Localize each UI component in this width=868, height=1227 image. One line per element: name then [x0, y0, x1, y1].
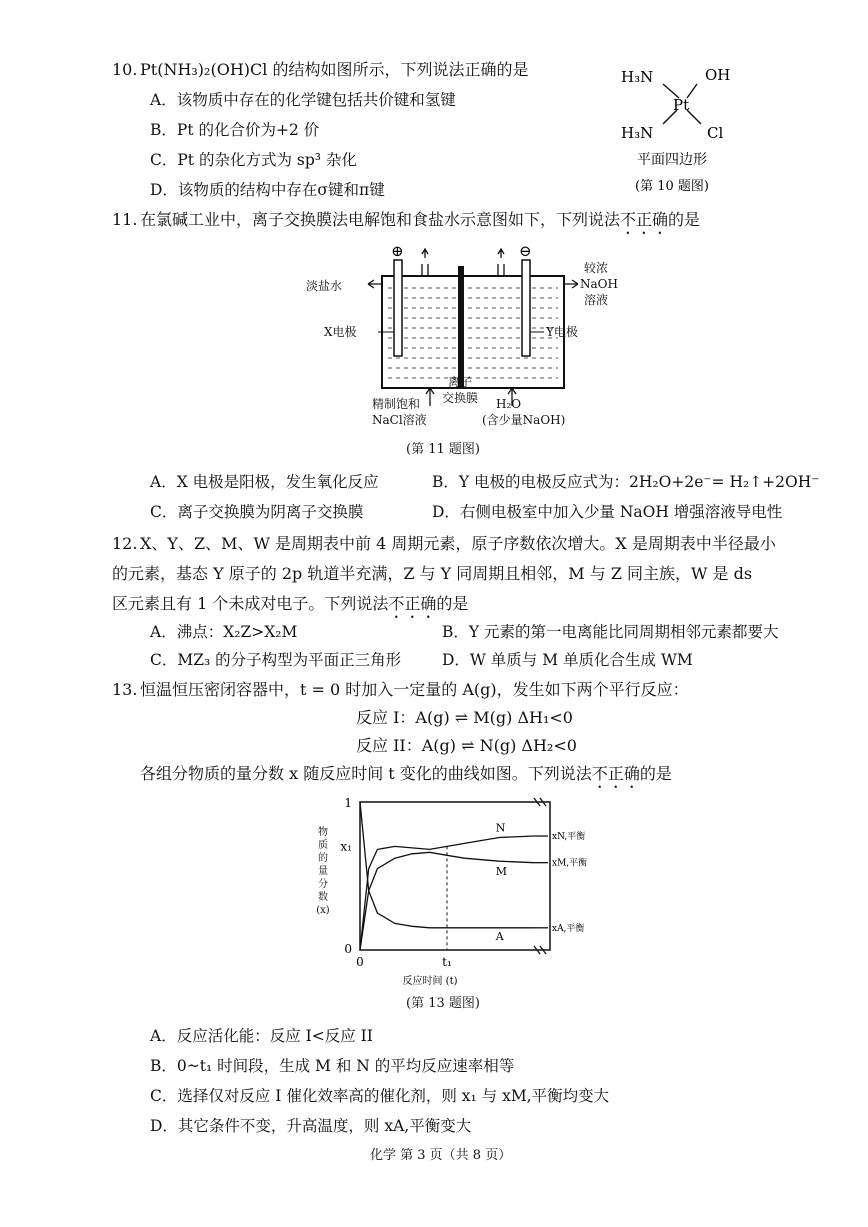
- q13-stem2-before: 各组分物质的量分数 x 随反应时间 t 变化的曲线如图。下列说法: [140, 764, 592, 783]
- q12-stem-line1: X、Y、Z、M、W 是周期表中前 4 周期元素，原子序数依次增大。X 是周期表中半径最小: [140, 534, 776, 553]
- q12-option-d: D．W 单质与 M 单质化合生成 WM: [442, 651, 693, 669]
- left-outlet-arrow: [368, 280, 382, 288]
- right-outlet-arrow: [564, 280, 578, 288]
- y-tick-0: 0: [344, 942, 352, 956]
- positive-terminal-icon: ⊕: [391, 242, 404, 260]
- label-dilute-brine: 淡盐水: [306, 279, 343, 293]
- label-x-electrode: X电极: [324, 325, 357, 339]
- left-gas-outlet: [422, 249, 428, 276]
- q11-number: 11.: [112, 210, 138, 229]
- label-nacl-2: NaCl溶液: [372, 413, 427, 427]
- q13-chart: [310, 792, 630, 992]
- end-label-xm: xM,平衡: [552, 858, 588, 869]
- q12-stem-line3-before: 区元素且有 1 个未成对电子。下列说法: [112, 594, 389, 613]
- q12-option-c: C．MZ₃ 的分子构型为平面正三角形: [150, 651, 402, 669]
- q13-stem: 恒温恒压密闭容器中，t = 0 时加入一定量的 A(g)，发生如下两个平行反应：: [140, 680, 689, 699]
- series-label-a: A: [495, 929, 504, 943]
- label-membrane-2: 交换膜: [442, 391, 479, 405]
- q11-stem-emphasis: 不正确: [620, 210, 669, 229]
- q10-option-b: B．Pt 的化合价为+2 价: [150, 121, 320, 139]
- label-pt: Pt: [673, 96, 690, 114]
- q11-caption: (第 11 题图): [406, 442, 480, 457]
- left-inlet-arrow: [426, 388, 434, 406]
- label-conc-naoh-1: 较浓: [584, 261, 609, 275]
- q12-number: 12.: [112, 534, 138, 553]
- label-y-electrode: Y电极: [546, 325, 578, 339]
- q13-option-c: C．选择仅对反应 I 催化效率高的催化剂，则 x₁ 与 xM,平衡均变大: [150, 1087, 610, 1105]
- q13-reaction-1: 反应 I：A(g) ⇌ M(g) ΔH₁<0: [356, 708, 573, 727]
- q13-stem2-emphasis: 不正确: [591, 764, 640, 783]
- electrolyte-liquid: [388, 288, 558, 378]
- q12-stem-line3: [112, 594, 468, 622]
- y-tick-x1: x₁: [340, 839, 352, 854]
- label-nacl-1: 精制饱和: [372, 397, 421, 411]
- q10-option-a: A．该物质中存在的化学键包括共价键和氢键: [150, 91, 456, 109]
- q11-stem-before: 在氯碱工业中，离子交换膜法电解饱和食盐水示意图如下，下列说法: [140, 210, 621, 229]
- page-footer: 化学 第 3 页（共 8 页）: [370, 1148, 512, 1163]
- q10-structure-figure: [615, 58, 755, 198]
- series-label-m: M: [495, 865, 507, 879]
- q10-stem: Pt(NH₃)₂(OH)Cl 的结构如图所示，下列说法正确的是: [140, 60, 529, 79]
- q11-option-a: A．X 电极是阳极，发生氧化反应: [150, 473, 379, 491]
- q12-option-a: A．沸点：X₂Z>X₂M: [150, 623, 298, 641]
- q11-option-c: C．离子交换膜为阴离子交换膜: [150, 503, 364, 521]
- q13-reaction-2: 反应 II：A(g) ⇌ N(g) ΔH₂<0: [356, 736, 577, 755]
- label-oh: OH: [705, 66, 731, 84]
- q10-option-d: D．该物质的结构中存在σ键和π键: [150, 181, 385, 199]
- negative-terminal-icon: ⊖: [519, 242, 532, 260]
- end-label-xa: xA,平衡: [552, 923, 585, 934]
- label-conc-naoh-3: 溶液: [584, 293, 609, 307]
- series-label-n: N: [495, 821, 506, 835]
- x-axis-label: 反应时间 (t): [402, 976, 458, 987]
- q13-option-b: B．0~t₁ 时间段，生成 M 和 N 的平均反应速率相等: [150, 1057, 515, 1075]
- y-electrode-rod: [522, 260, 530, 356]
- right-gas-outlet: [498, 249, 504, 276]
- q13-option-a: A．反应活化能：反应 I<反应 II: [150, 1027, 373, 1045]
- q13-option-d: D．其它条件不变，升高温度，则 xA,平衡变大: [150, 1117, 472, 1135]
- q11-option-d: D．右侧电极室中加入少量 NaOH 增强溶液导电性: [432, 503, 783, 521]
- end-label-xn: xN,平衡: [552, 832, 586, 843]
- label-cl: Cl: [707, 124, 724, 142]
- y-tick-1: 1: [344, 796, 352, 810]
- q10-option-c: C．Pt 的杂化方式为 sp³ 杂化: [150, 151, 357, 169]
- label-membrane-1: 离子: [448, 375, 473, 389]
- q12-stem-line2: 的元素，基态 Y 原子的 2p 轨道半充满，Z 与 Y 同周期且相邻，M 与 Z 同主族，W 是 ds: [112, 564, 753, 583]
- q10-number: 10.: [112, 60, 138, 79]
- q11-stem-after: 的是: [668, 210, 701, 229]
- label-water-2: (含少量NaOH): [482, 413, 566, 427]
- x-tick-0: 0: [356, 955, 364, 969]
- label-water-1: H₂O: [496, 397, 522, 411]
- q11-option-b: B．Y 电极的电极反应式为：2H₂O+2e⁻= H₂↑+2OH⁻: [432, 473, 820, 491]
- q13-caption: (第 13 题图): [406, 996, 480, 1011]
- q10-caption: (第 10 题图): [635, 179, 709, 194]
- x-tick-t1: t₁: [442, 955, 452, 969]
- y-axis-label: 物质的量分数(x): [316, 827, 330, 916]
- label-shape: 平面四边形: [637, 152, 707, 168]
- q11-stem: [140, 210, 700, 238]
- x-electrode-rod: [394, 260, 402, 356]
- label-nh3-top: H₃N: [621, 68, 654, 86]
- ion-exchange-membrane: [458, 266, 464, 388]
- chart-series-group: [360, 802, 548, 950]
- label-nh3-bottom: H₃N: [621, 124, 654, 142]
- q13-number: 13.: [112, 680, 138, 699]
- label-conc-naoh-2: NaOH: [580, 277, 618, 291]
- q12-stem-emphasis: 不正确: [388, 594, 437, 613]
- q13-stem-2: [140, 764, 672, 792]
- q13-stem2-after: 的是: [639, 764, 672, 783]
- q12-option-b: B．Y 元素的第一电离能比同周期相邻元素都要大: [442, 623, 779, 641]
- q12-stem-line3-after: 的是: [436, 594, 469, 613]
